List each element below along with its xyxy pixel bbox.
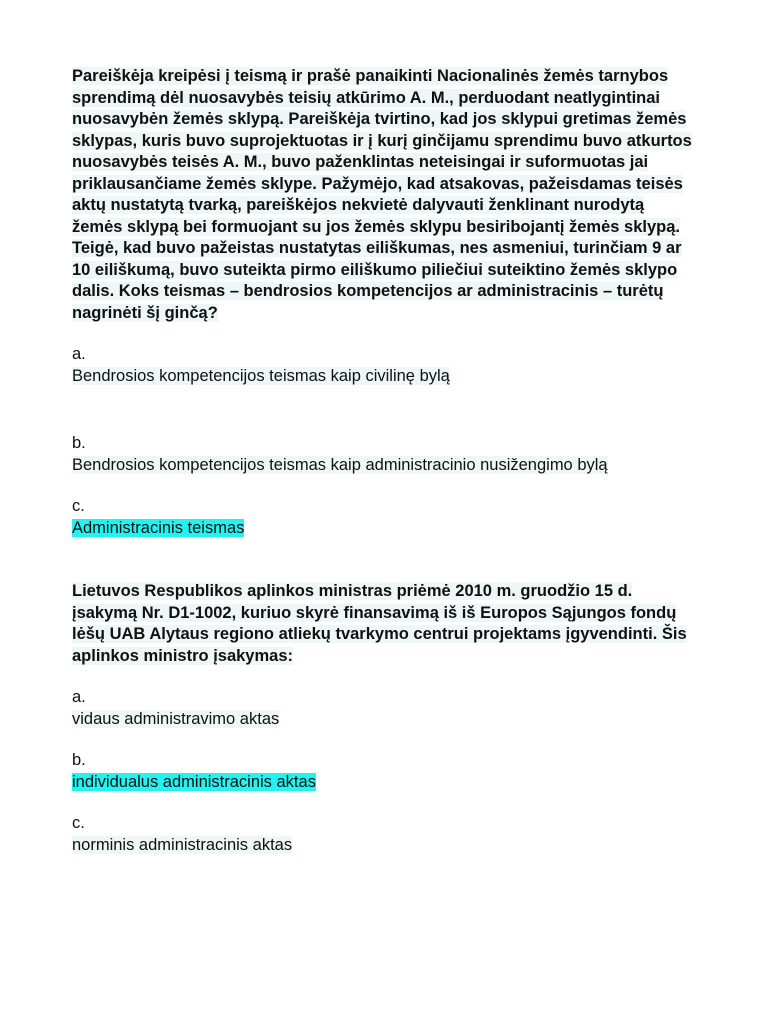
- option-text: Bendrosios kompetencijos teismas kaip administracinio nusižengimo bylą: [72, 455, 608, 474]
- question-2-option-a: [72, 687, 696, 730]
- question-1-option-b: [72, 433, 696, 476]
- option-letter: c.: [72, 814, 85, 832]
- option-text-highlighted: Administracinis teismas: [72, 518, 245, 537]
- option-letter: b.: [72, 751, 86, 769]
- question-1-text: [72, 66, 696, 324]
- question-2-option-c: [72, 813, 696, 856]
- option-letter: a.: [72, 345, 86, 363]
- option-text: vidaus administravimo aktas: [72, 709, 280, 728]
- option-text-highlighted: individualus administracinis aktas: [72, 772, 316, 791]
- question-2: [72, 581, 696, 856]
- option-text: norminis administracinis aktas: [72, 835, 293, 854]
- option-text: Bendrosios kompetencijos teismas kaip civilinę bylą: [72, 366, 450, 385]
- option-letter: c.: [72, 497, 85, 515]
- question-2-text: [72, 581, 696, 667]
- question-1: [72, 66, 696, 539]
- question-1-text-content: Pareiškėja kreipėsi į teismą ir prašė panaikinti Nacionalinės žemės tarnybos sprendimą dėl nuosavybės teisių atkūrimo A. M., perduodant neatlygintinai nuosavybėn žemės sklypą. Pareiškėja tvirtino, kad jos sklypui gretimas žemės sklypas, kuris buvo suprojektuotas ir į kurį ginčijamu sprendimu buvo atkurtos nuosavybės teisės A. M., buvo paženklintas neteisingai ir suformuotas jai priklausančiame žemės sklype. Pažymėjo, kad atsakovas, pažeisdamas teisės aktų nustatytą tvarką, pareiškėjos nekvietė dalyvauti ženklinant nurodytą žemės sklypą bei formuojant su jos žemės sklypu besiribojantį žemės sklypą. Teigė, kad buvo pažeistas nustatytas eiliškumas, nes asmeniui, turinčiam 9 ar 10 eiliškumą, buvo suteikta pirmo eiliškumo piliečiui suteiktino žemės sklypo dalis. Koks teismas – bendrosios kompetencijos ar administracinis – turėtų nagrinėti šį ginčą?: [72, 67, 692, 322]
- question-2-option-b: [72, 750, 696, 793]
- question-2-text-content: Lietuvos Respublikos aplinkos ministras priėmė 2010 m. gruodžio 15 d. įsakymą Nr. D1-1002, kuriuo skyrė finansavimą iš iš Europos Sąjungos fondų lėšų UAB Alytaus regiono atliekų tvarkymo centrui projektams įgyvendinti. Šis aplinkos ministro įsakymas:: [72, 582, 687, 665]
- question-1-option-a: [72, 344, 696, 387]
- option-letter: b.: [72, 434, 86, 452]
- option-letter: a.: [72, 688, 86, 706]
- question-1-option-c: [72, 496, 696, 539]
